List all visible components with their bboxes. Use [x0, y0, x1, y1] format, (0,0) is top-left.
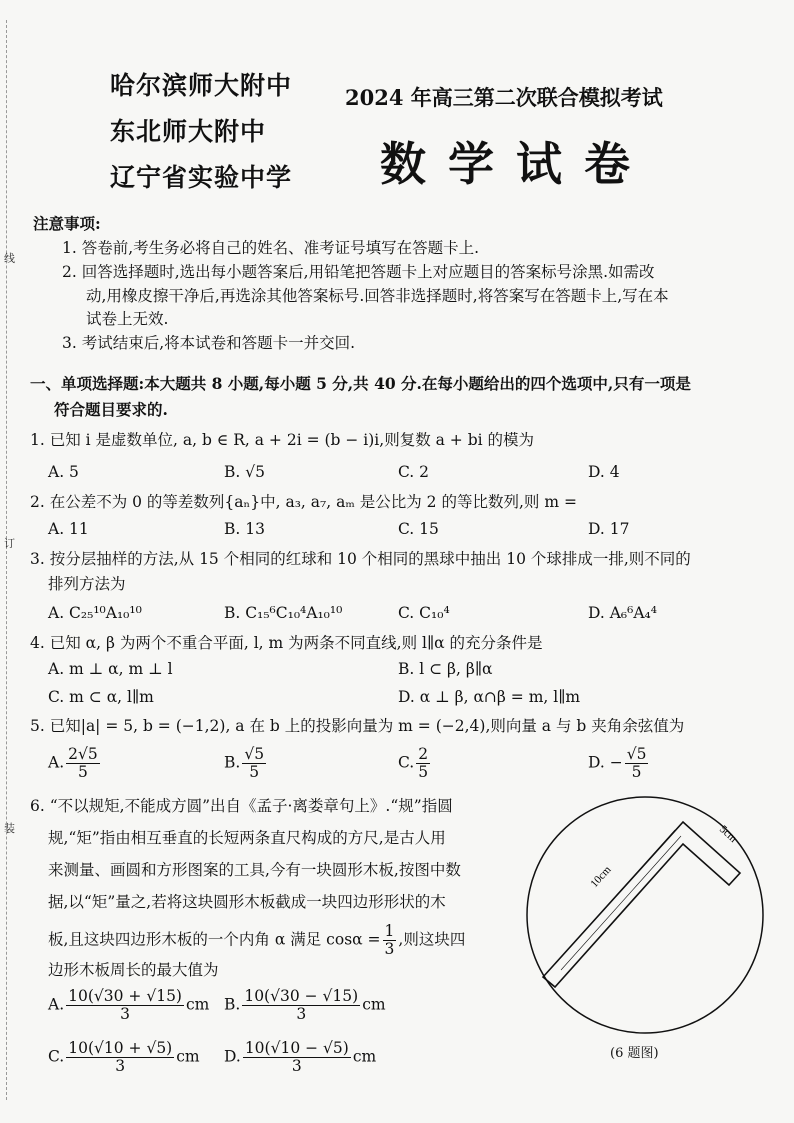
q3-option-d: D. A₆⁶A₄⁴: [588, 604, 657, 622]
question-2-stem: 2. 在公差不为 0 的等差数列{aₙ}中, a₃, a₇, aₘ 是公比为 2 的等比数列,则 m =: [30, 493, 577, 511]
q4-option-a: A. m ⊥ α, m ⊥ l: [48, 660, 173, 678]
q2-option-c: C. 15: [398, 520, 439, 538]
q4-option-d: D. α ⊥ β, α∩β = m, l∥m: [398, 688, 581, 706]
notice-item: 试卷上无效.: [86, 310, 169, 328]
q1-option-d: D. 4: [588, 463, 620, 481]
question-1-stem: 1. 已知 i 是虚数单位, a, b ∈ R, a + 2i = (b − i)i,则复数 a + bi 的模为: [30, 431, 535, 449]
binding-dashed-line: [6, 20, 7, 1100]
notice-item: 1. 答卷前,考生务必将自己的姓名、准考证号填写在答题卡上.: [62, 239, 480, 257]
main-title: 数学试卷: [380, 137, 652, 191]
q2-option-a: A. 11: [48, 520, 89, 538]
q3-option-a: A. C₂₅¹⁰A₁₀¹⁰: [48, 604, 142, 622]
question-6-stem: 板,且这块四边形木板的一个内角 α 满足 cosα = $\frac{1}{3}$ ,则这块四: [48, 922, 466, 958]
q4-option-c: C. m ⊂ α, l∥m: [48, 688, 154, 706]
q6-figure: [525, 780, 765, 1050]
school-name: 东北师大附中: [110, 117, 267, 146]
figure-caption: (6 题图): [610, 1046, 659, 1061]
q5-option-a: A. $\frac{2√5}{5}$: [48, 745, 98, 781]
ruler-inner-line: [561, 836, 681, 970]
q1-option-a: A. 5: [48, 463, 79, 481]
q1-option-c: C. 2: [398, 463, 430, 481]
margin-mark: 装: [4, 822, 15, 835]
question-6-stem: 6. “不以规矩,不能成方圆”出自《孟子·离娄章句上》.“规”指圆: [30, 797, 453, 815]
notice-heading: 注意事项:: [33, 214, 101, 233]
q5-option-c: C. $\frac{2}{5}$: [398, 745, 429, 781]
question-6-stem: 规,“矩”指由相互垂直的长短两条直尺构成的方尺,是古人用: [48, 829, 446, 847]
q6-option-c: C. $\frac{10(√10 + √5)}{3}$ cm: [48, 1039, 200, 1075]
q4-option-b: B. l ⊂ β, β∥α: [398, 660, 493, 678]
margin-mark: 订: [4, 537, 15, 550]
q6-option-b: B. $\frac{10(√30 - √15)}{3}$ cm: [224, 987, 386, 1023]
q3-option-c: C. C₁₀⁴: [398, 604, 450, 622]
ruler-inner-line: [555, 830, 675, 964]
question-6-stem: 来测量、画圆和方形图案的工具,今有一块圆形木板,按图中数: [48, 861, 461, 879]
question-3-stem: 3. 按分层抽样的方法,从 15 个相同的红球和 10 个相同的黑球中抽出 10 个球排成一排,则不同的: [30, 550, 691, 568]
question-6-stem: 据,以“矩”量之,若将这块圆形木板截成一块四边形形状的木: [48, 893, 446, 911]
q6-option-a: A. $\frac{10(√30 + √15)}{3}$ cm: [48, 987, 210, 1023]
label-10cm: 10cm: [588, 863, 614, 891]
carpenter-square: [543, 822, 740, 987]
section-heading-cont: 符合题目要求的.: [54, 400, 168, 419]
q6-option-d: D. $\frac{10(√10 - √5)}{3}$ cm: [224, 1039, 377, 1075]
label-5cm: 5cm: [716, 823, 740, 845]
question-6-stem: 边形木板周长的最大值为: [48, 961, 219, 979]
q5-option-d: D. − $\frac{√5}{5}$: [588, 745, 647, 781]
question-5-stem: 5. 已知|a| = 5, b = (−1,2), a 在 b 上的投影向量为 m = (−2,4),则向量 a 与 b 夹角余弦值为: [30, 717, 685, 735]
q5-option-b: B. $\frac{√5}{5}$: [224, 745, 265, 781]
q3-option-b: B. C₁₅⁶C₁₀⁴A₁₀¹⁰: [224, 604, 343, 622]
q2-option-d: D. 17: [588, 520, 630, 538]
question-4-stem: 4. 已知 α, β 为两个不重合平面, l, m 为两条不同直线,则 l∥α 的充分条件是: [30, 634, 543, 652]
q1-option-b: B. √5: [224, 463, 265, 481]
section-heading: 一、单项选择题:本大题共 8 小题,每小题 5 分,共 40 分.在每小题给出的四个选项中,只有一项是: [30, 374, 691, 393]
notice-item: 2. 回答选择题时,选出每小题答案后,用铅笔把答题卡上对应题目的答案标号涂黑.如需改: [62, 263, 655, 281]
q2-option-b: B. 13: [224, 520, 265, 538]
school-name: 辽宁省实验中学: [110, 163, 293, 192]
notice-item: 3. 考试结束后,将本试卷和答题卡一并交回.: [62, 334, 356, 352]
school-name: 哈尔滨师大附中: [110, 71, 293, 100]
notice-item: 动,用橡皮擦干净后,再选涂其他答案标号.回答非选择题时,将答案写在答题卡上,写在本: [86, 287, 669, 305]
exam-line: 2024 年高三第二次联合模拟考试: [345, 85, 663, 110]
question-3-stem-cont: 排列方法为: [48, 575, 126, 593]
margin-mark: 线: [4, 252, 15, 265]
